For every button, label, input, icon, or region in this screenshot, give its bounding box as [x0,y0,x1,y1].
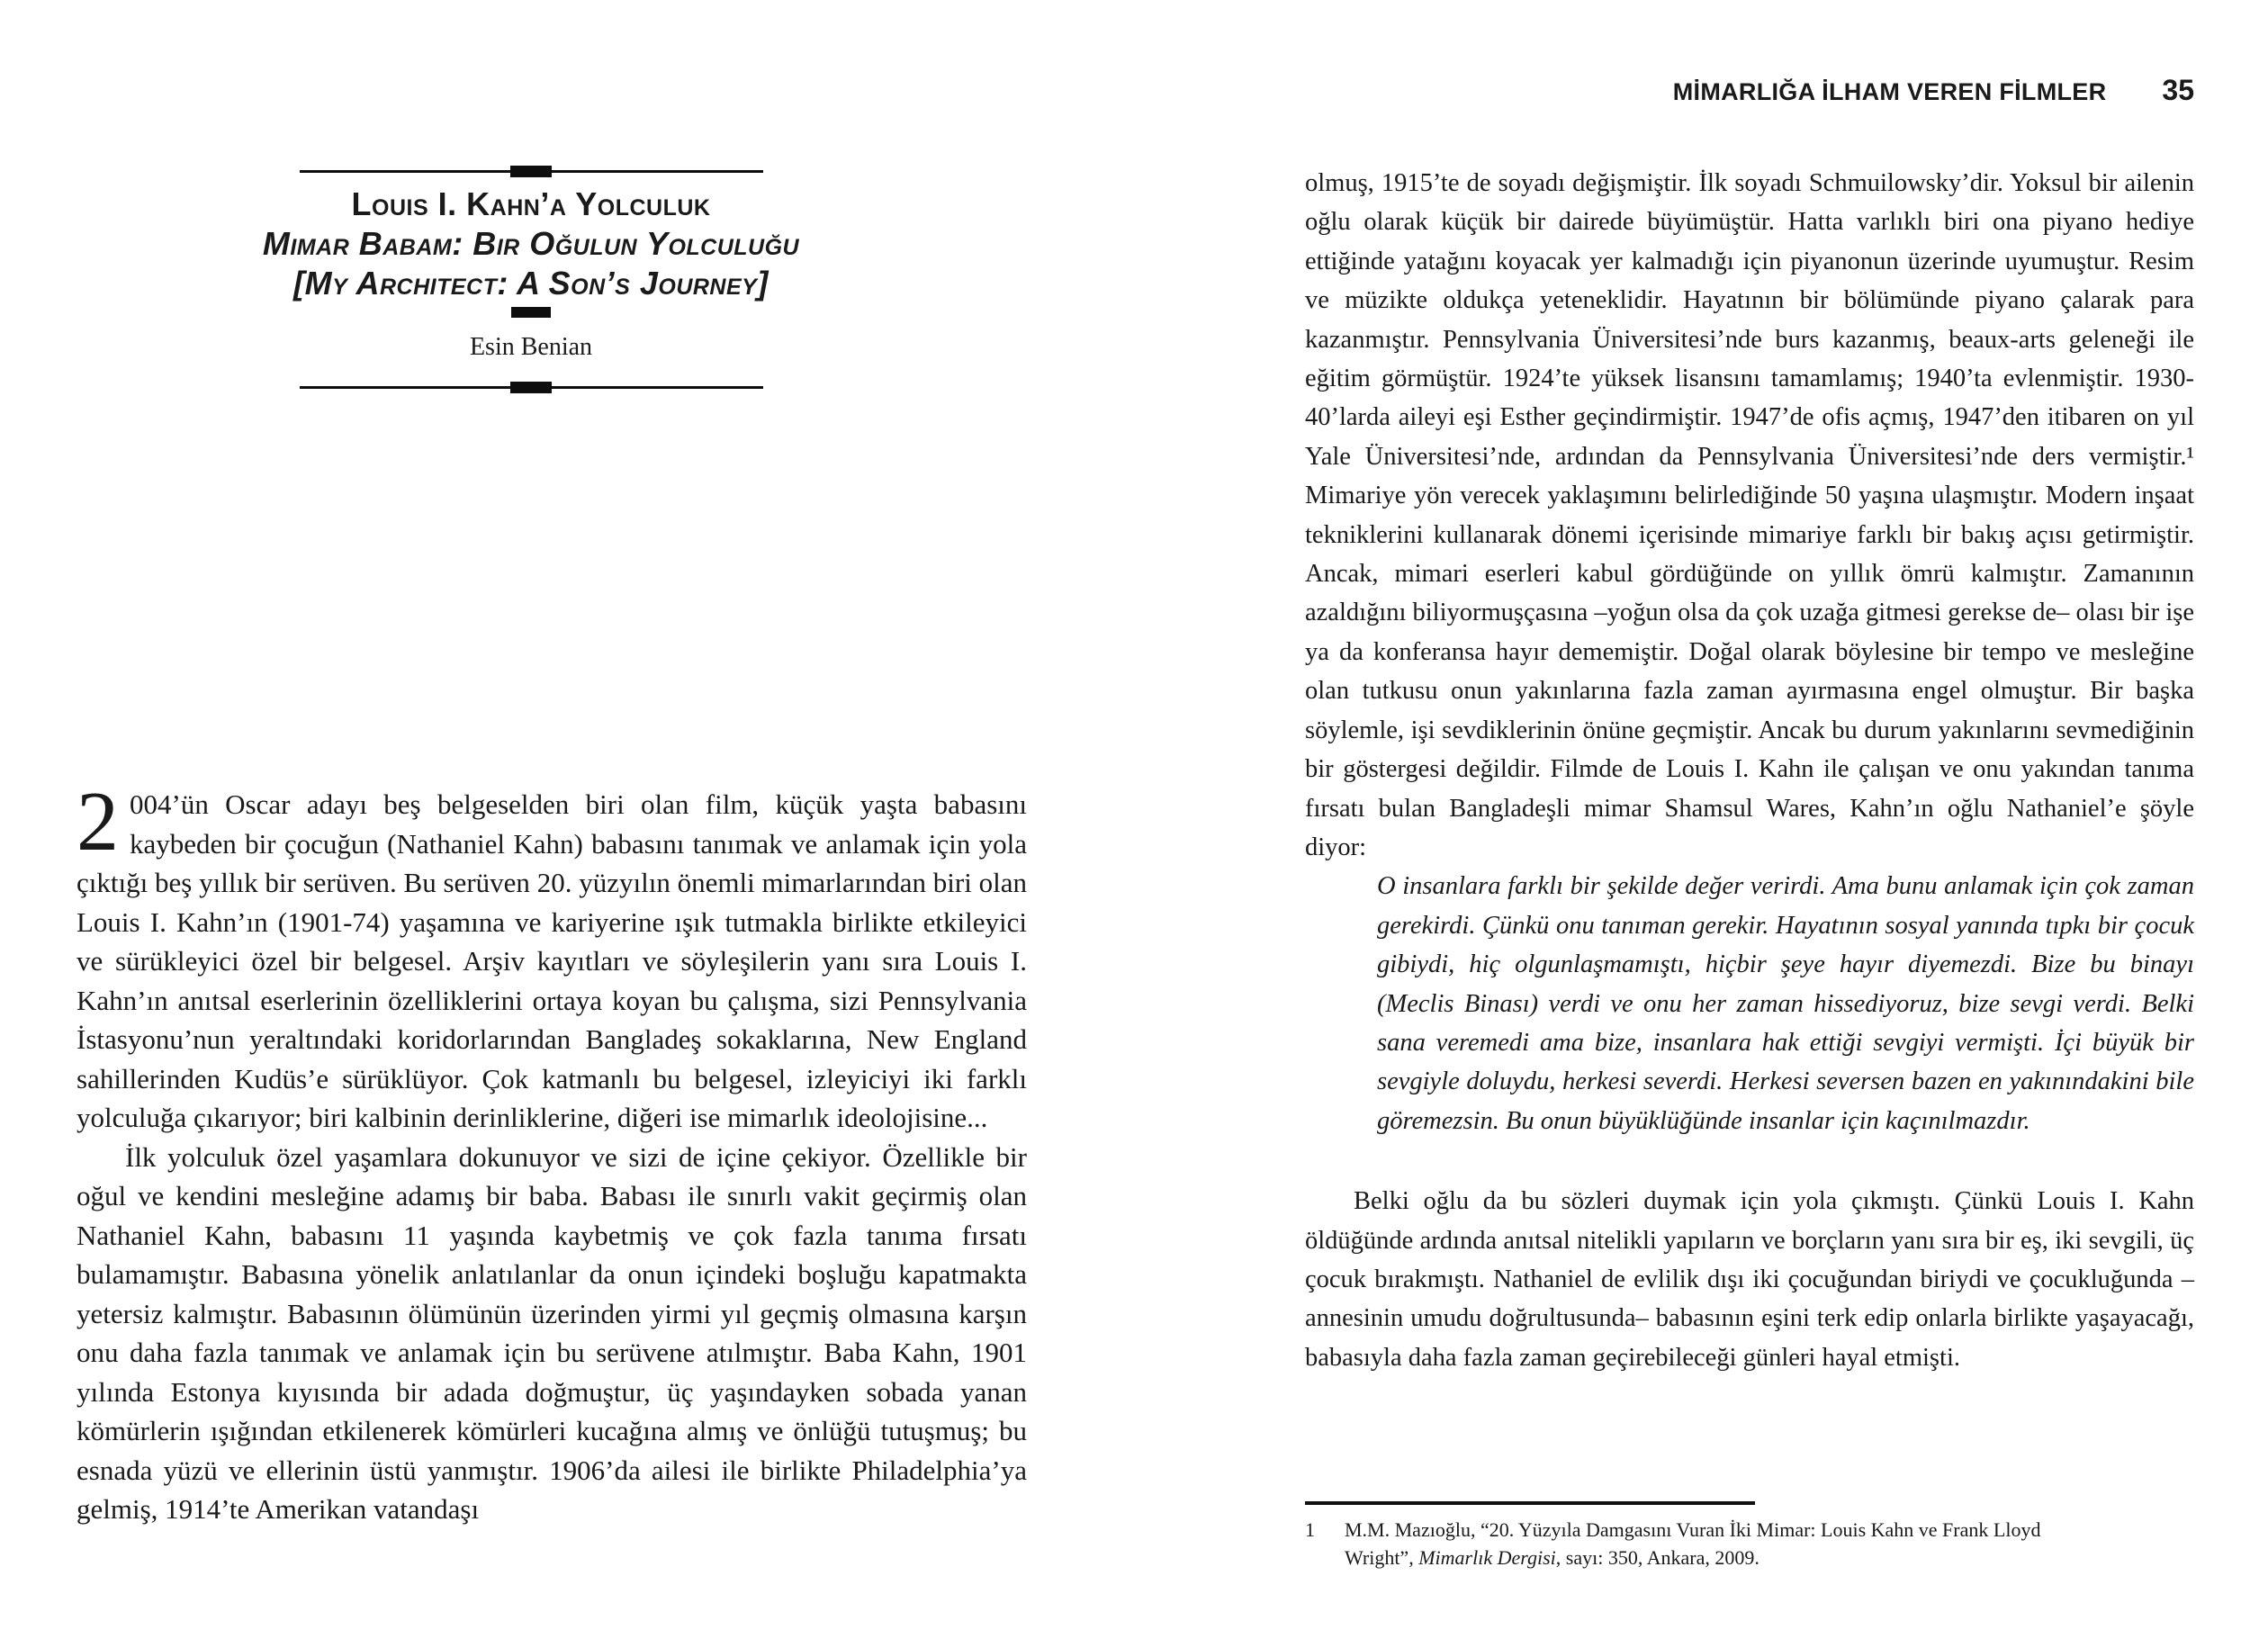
section-marker-bar [511,307,551,318]
footnote-area [1305,1501,2194,1571]
body-paragraph [76,775,1027,1138]
decorative-rule-center-bar [510,382,552,393]
footnote-number: 1 [1305,1518,1315,1541]
body-paragraph: Belki oğlu da bu sözleri duymak için yola çıkmıştı. Çünkü Louis I. Kahn öldüğünde ardında anıtsal nitelikli yapıların ve borçların yanı sıra bir eş, iki sevgili, üç çocuk bırakmıştı. Nathaniel de evlilik dışı iki çocuğundan biriydi ve çocukluğunda –annesinin umudu doğrultusunda– babasının eşini terk edip onlarla birlikte yaşayacağı, babasıyla daha fazla zaman geçirebileceği günleri hayal etmişti. [1305,1187,2194,1372]
footnote-text [1345,1516,2101,1571]
article-title-block [234,170,828,389]
decorative-rule-top [300,170,763,173]
body-paragraph: olmuş, 1915’te de soyadı değişmiştir. İlk soyadı Schmuilowsky’dir. Yoksul bir ailenin oğlu olarak küçük bir dairede büyümüştür. Hatta varlıklı biri ona piyano hediye ettiğinde yatağını koyacak yer kalmadığı için piyanonun üzerinde uyumuştur. Resim ve müzikte oldukça yeteneklidir. Hayatının bir bölümünde piyano çalarak para kazanmıştır. Pennsylvania Üniversitesi’nde burs kazanmış, beaux-arts geleneği ile eğitim görmüştür. 1924’te yüksek lisansını tamamlamış; 1940’ta evlenmiştir. 1930-40’larda aileyi eşi Esther geçindirmiştir. 1947’de ofis açmış, 1947’den itibaren on yıl Yale Üniversitesi’nde, ardından da Pennsylvania Üniversitesi’nde ders vermiştir.¹ Mimariye yön verecek yaklaşımını belirlediğinde 50 yaşına ulaşmıştır. Modern inşaat tekniklerini kullanarak dönemi içerisinde mimariye farklı bir bakış açısı getirmiştir. Ancak, mimari eserleri kabul gördüğünde on yıllık ömrü kalmıştır. Zamanının azaldığını biliyormuşçasına –yoğun olsa da çok uzağa gitmesi gerekse de– olası bir işe ya da konferansa hayır dememiştir. Doğal olarak böylesine bir tempo ve mesleğine olan tutkusu onun yakınlarına fazla zaman ayırmasına engel olmuştur. Bir başka söylemle, işi sevdiklerinin önüne geçmiştir. Ancak bu durum yakınlarını sevmediğinin bir göstergesi değildir. Filmde de Louis I. Kahn ile çalışan ve onu yakından tanıma fırsatı bulan Bangladeşli mimar Shamsul Wares, Kahn’ın oğlu Nathaniel’e şöyle diyor: [1305,169,2194,861]
page-left [76,0,1027,1630]
footnote [1305,1516,2115,1571]
article-subtitle-english: [My Architect: A Son’s Journey] [293,265,769,302]
body-paragraph: İlk yolculuk özel yaşamlara dokunuyor ve sizi de içine çekiyor. Özellikle bir oğul ve kendini mesleğine adamış bir baba. Babası ile sınırlı vakit geçirmiş olan Nathaniel Kahn, babasını 11 yaşında kaybetmiş ve çok fazla tanıma fırsatı bulamamıştır. Babasına yönelik anlatılanlar da onun içindeki boşluğu kapatmakta yetersiz kalmıştır. Babasının ölümünün üzerinden yirmi yıl geçmiş olmasına karşın onu daha fazla tanımak ve anlamak için bu serüvene atılmıştır. Baba Kahn, 1901 yılında Estonya kıyısında bir adada doğmuştur, üç yaşındayken sobada yanan kömürlerin ışığından etkilenerek kömürleri kucağına almış ve önlüğü tutuşmuş; bu esnada yüzü ve ellerinin üstü yanmıştır. 1906’da ailesi ile birlikte Philadelphia’ya gelmiş, 1914’te Amerikan vatandaşı [76,1140,1027,1525]
running-header [1673,74,2194,107]
paragraph-text: 004’ün Oscar adayı beş belgeselden biri olan film, küçük yaşta babasını kaybeden bir çocuğun (Nathaniel Kahn) babasını tanımak ve anlamak için yola çıktığı beş yıllık bir serüven. Bu serüven 20. yüzyılın önemli mimarlarından biri olan Louis I. Kahn’ın (1901-74) yaşamına ve kariyerine ışık tutmakla birlikte etkileyici ve sürükleyici özel bir belgesel. Arşiv kayıtları ve söyleşilerin yanı sıra Louis I. Kahn’ın anıtsal eserlerinin özelliklerini ortaya koyan bu çalışma, sizi Pennsylvania İstasyonu’nun yeraltındaki koridorlarından Bangladeş sokaklarına, New England sahillerinden Kudüs’e sürüklüyor. Çok katmanlı bu belgesel, izleyiciyi iki farklı yolculuğa çıkarıyor; biri kalbinin derinliklerine, diğeri ise mimarlık ideolojisine... [76,788,1027,1133]
article-subtitle-turkish: Mimar Babam: Bir Oğulun Yolculuğu [262,225,800,262]
footnote-citation-tail: , sayı: 350, Ankara, 2009. [1555,1546,1760,1569]
decorative-rule-bottom [300,386,763,389]
decorative-rule-center-bar [510,166,552,177]
left-page-body [76,775,1027,1529]
author-name: Esin Benian [469,333,593,361]
right-page-body [1305,164,2194,1377]
page-number: 35 [2162,74,2194,106]
footnote-journal-name: Mimarlık Dergisi [1418,1546,1556,1569]
block-quote: O insanlara farklı bir şekilde değer verirdi. Ama bunu anlamak için çok zaman gerekirdi. Çünkü onu tanıman gerekir. Hayatının sosyal yanında tıpkı bir çocuk gibiydi, hiç olgunlaşmamıştı, hiçbir şeye hayır diyemezdi. Bize bu binayı (Meclis Binası) verdi ve onu her zaman hissediyoruz, bize sevgi verdi. Belki sana veremedi ama bize, insanlara hak ettiği sevgiyi vermişti. İçi büyük bir sevgiyle doluydu, herkesi severdi. Herkesi seversen bazen en yakınındakini bile göremezsin. Bu onun büyüklüğünde insanlar için kaçınılmazdır. [1377,872,2194,1135]
running-header-title: MİMARLIĞA İLHAM VEREN FİLMLER [1672,78,2107,105]
page-right [1305,0,2194,1630]
footnote-citation-text: M.M. Mazıoğlu, “20. Yüzyıla Damgasını Vuran İki Mimar: Louis Kahn ve Frank Lloyd Wright”, [1345,1518,2041,1569]
article-title: Louis I. Kahn’a Yolculuk [351,185,711,222]
drop-cap: 2 [76,775,119,869]
footnote-separator [1305,1501,1755,1505]
